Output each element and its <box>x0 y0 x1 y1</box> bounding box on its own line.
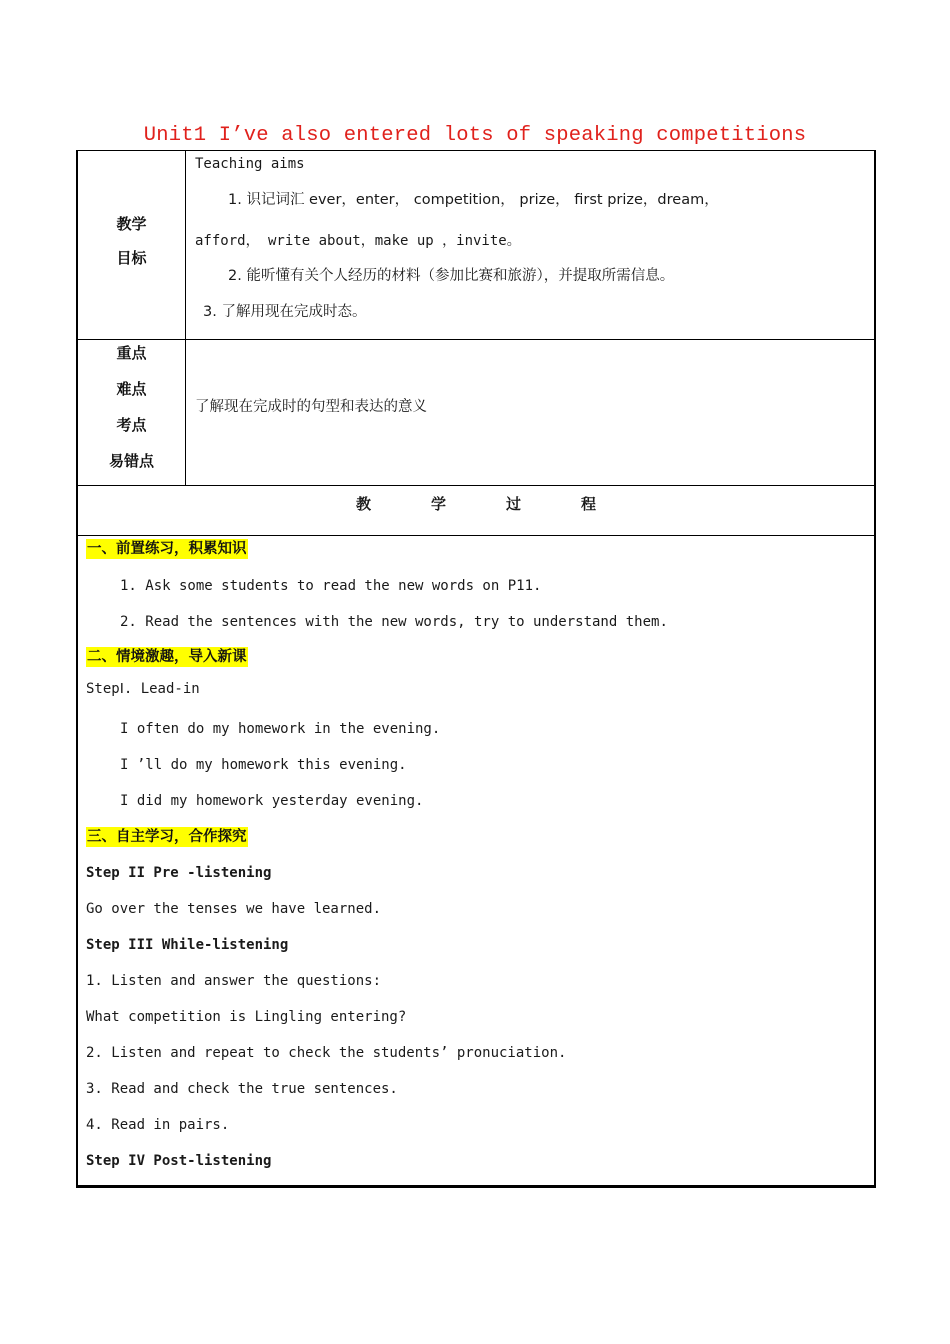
aims-item-2: 2. 能听懂有关个人经历的材料（参加比赛和旅游），并提取所需信息。 <box>228 268 675 284</box>
section-1-line-1: 1. Ask some students to read the new words on P11. <box>120 578 542 594</box>
step-4-post-listening: Step IV Post-listening <box>86 1153 272 1169</box>
step-3-item-2: 2. Listen and repeat to check the students’ pronuciation. <box>86 1045 567 1061</box>
aims-label-line1: 教学 <box>116 215 147 233</box>
section-2-line-1: I often do my homework in the evening. <box>120 721 441 737</box>
process-heading <box>78 493 874 514</box>
aims-item-3: 3. 了解用现在完成时态。 <box>203 304 367 320</box>
section-1-heading: 一、前置练习，积累知识 <box>87 541 247 557</box>
keypoint-label-exam: 考点 <box>116 416 147 434</box>
section-1-line-2: 2. Read the sentences with the new words, try to understand them. <box>120 614 668 630</box>
aims-label-line2: 目标 <box>116 249 147 267</box>
row-divider-aims <box>78 339 874 340</box>
step-3-item-1: 1. Listen and answer the questions: <box>86 973 382 989</box>
aims-heading: Teaching aims <box>195 156 305 172</box>
process-char: 程 <box>580 495 596 513</box>
section-3-heading: 三、自主学习，合作探究 <box>87 829 247 845</box>
step-3-while-listening: Step III While-listening <box>86 937 289 953</box>
row-divider-process <box>78 535 874 536</box>
process-char: 过 <box>505 495 521 513</box>
aims-item-1: 1. 识记词汇 ever，enter， competition， prize， first prize，dream， <box>228 192 719 208</box>
keypoint-label-error-prone: 易错点 <box>108 452 154 470</box>
keypoint-content: 了解现在完成时的句型和表达的意义 <box>195 399 427 415</box>
column-divider <box>185 151 186 486</box>
keypoint-label-important: 重点 <box>116 344 147 362</box>
step-3-item-3: 3. Read and check the true sentences. <box>86 1081 398 1097</box>
row-divider-keypoints <box>78 485 874 486</box>
section-2-line-3: I did my homework yesterday evening. <box>120 793 424 809</box>
document-title: Unit1 I’ve also entered lots of speaking competitions <box>143 124 807 147</box>
step-3-question: What competition is Lingling entering? <box>86 1009 407 1025</box>
step-2-line: Go over the tenses we have learned. <box>86 901 382 917</box>
lesson-plan-table <box>76 150 876 1188</box>
process-char: 教 <box>355 495 371 513</box>
step-2-pre-listening: Step II Pre -listening <box>86 865 272 881</box>
section-2-heading: 二、情境激趣，导入新课 <box>87 649 247 665</box>
process-char: 学 <box>430 495 446 513</box>
keypoint-label-difficult: 难点 <box>116 380 147 398</box>
step-1-lead-in: StepⅠ. Lead-in <box>86 681 200 697</box>
aims-item-1-continued: afford， write about，make up ，invite。 <box>195 233 521 249</box>
section-2-line-2: I ’ll do my homework this evening. <box>120 757 407 773</box>
step-3-item-4: 4. Read in pairs. <box>86 1117 230 1133</box>
